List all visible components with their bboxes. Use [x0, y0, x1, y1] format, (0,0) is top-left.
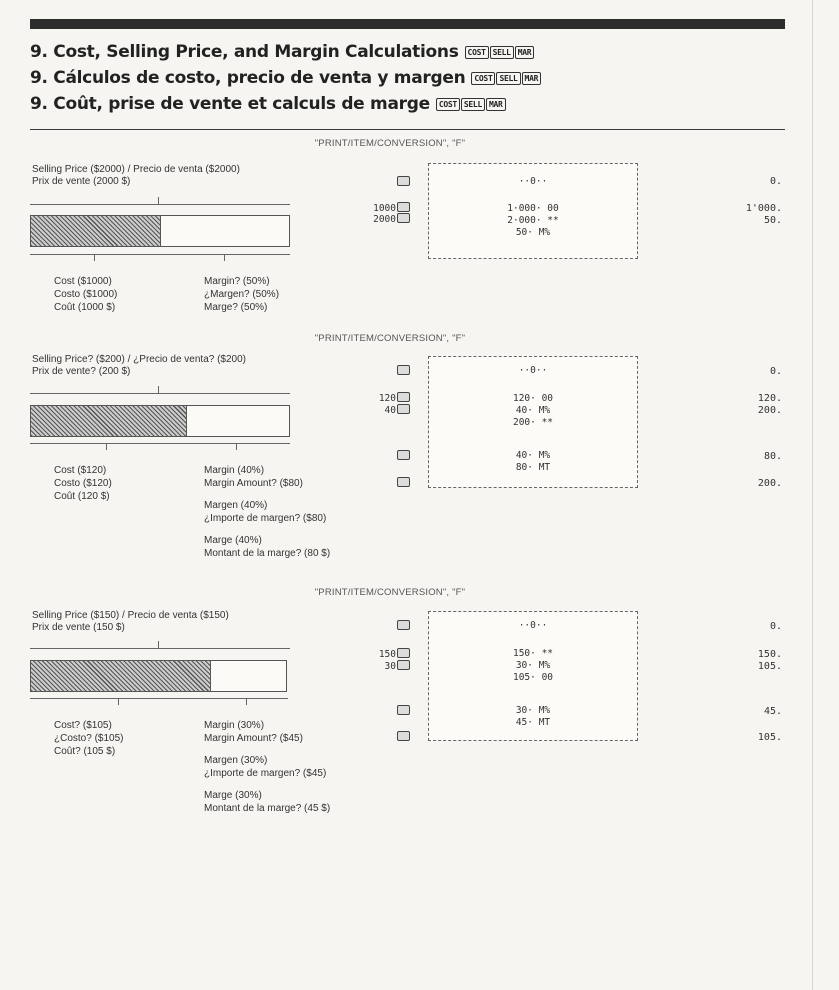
- cost-bracket: [30, 254, 290, 255]
- cost-label: Costo ($1000): [54, 289, 118, 300]
- tape-line: ··0··: [518, 365, 548, 376]
- display-value: 200.: [757, 405, 782, 416]
- display-value: 0.: [769, 366, 782, 377]
- example-title: Selling Price? ($200) / ¿Precio de venta? ($200): [32, 354, 247, 365]
- cost-bracket: [30, 698, 288, 699]
- cost-key-icon: [397, 202, 410, 212]
- display-value: 105.: [757, 661, 782, 672]
- margin-label: Marge (30%): [204, 790, 262, 801]
- price-bar: [30, 215, 290, 247]
- mar-key-icon: [397, 450, 410, 460]
- cost-tick: [118, 698, 119, 705]
- tape-line: ··0··: [518, 176, 548, 187]
- margin-label: Margin (30%): [204, 720, 265, 731]
- heading-key-icons: COST SELL MAR: [436, 92, 507, 112]
- key-entry: [320, 705, 410, 717]
- mode-label: "PRINT/ITEM/CONVERSION", "F": [314, 138, 466, 149]
- margin-label: Marge (40%): [204, 535, 262, 546]
- mode-label: "PRINT/ITEM/CONVERSION", "F": [314, 333, 466, 344]
- tape-line: 45· MT: [515, 717, 551, 728]
- cost-label: Coût (120 $): [54, 491, 110, 502]
- display-value: 0.: [769, 176, 782, 187]
- margin-tick: [224, 254, 225, 261]
- key-entry: 150: [320, 648, 410, 660]
- tape-line: 2·000· **: [507, 215, 559, 226]
- cost-label: Cost ($120): [54, 465, 107, 476]
- display-value: 120.: [757, 393, 782, 404]
- display-value: 45.: [763, 706, 782, 717]
- sell-key-icon: [397, 477, 410, 487]
- clear-key-icon: [397, 620, 410, 630]
- example-title: Selling Price ($2000) / Precio de venta ($2000): [32, 164, 240, 175]
- cost-fill: [31, 406, 187, 436]
- margin-label: Margin? (50%): [204, 276, 270, 287]
- key-clear: [320, 365, 410, 377]
- margin-label: Margin Amount? ($80): [204, 478, 303, 489]
- margin-label: Montant de la marge? (45 $): [204, 803, 331, 814]
- margin-tick: [246, 698, 247, 705]
- cost-tick: [106, 443, 107, 450]
- margin-label: Margin (40%): [204, 465, 265, 476]
- heading-key-icons: COST SELL MAR: [471, 66, 542, 86]
- key-entry: 30: [320, 660, 410, 672]
- tape-line: 80· MT: [515, 462, 551, 473]
- cost-label: Cost ($1000): [54, 276, 112, 287]
- cost-label: Coût? (105 $): [54, 746, 116, 757]
- price-bar: [30, 405, 290, 437]
- tape-line: 150· **: [512, 648, 554, 659]
- scan-edge: [812, 0, 813, 990]
- heading-spanish: 9. Cálculos de costo, precio de venta y margen COST SELL MAR: [30, 66, 542, 88]
- key-entry: [320, 450, 410, 462]
- example-title-fr: Prix de vente (2000 $): [32, 176, 131, 187]
- heading-english: 9. Cost, Selling Price, and Margin Calculations COST SELL MAR: [30, 40, 535, 62]
- price-bar: [30, 660, 287, 692]
- tape-line: 40· M%: [515, 450, 551, 461]
- key-entry: 120: [320, 392, 410, 404]
- heading-divider: [30, 129, 785, 130]
- clear-key-icon: [397, 176, 410, 186]
- heading-key-icons: COST SELL MAR: [465, 40, 536, 60]
- sell-key-icon: [397, 648, 410, 658]
- cost-label: Cost? ($105): [54, 720, 112, 731]
- tape-line: 30· M%: [515, 705, 551, 716]
- heading-french: 9. Coût, prise de vente et calculs de marge COST SELL MAR: [30, 92, 507, 114]
- price-bracket: [30, 393, 290, 394]
- mar-key-icon: [397, 705, 410, 715]
- cost-bracket: [30, 443, 290, 444]
- tape-line: 50· M%: [515, 227, 551, 238]
- display-value: 150.: [757, 649, 782, 660]
- display-value: 105.: [757, 732, 782, 743]
- key-entry: [320, 477, 410, 489]
- tape-line: 200· **: [512, 417, 554, 428]
- cost-tick: [94, 254, 95, 261]
- margin-label: Margen (40%): [204, 500, 268, 511]
- cost-fill: [31, 661, 211, 691]
- mar-key-icon: [397, 404, 410, 414]
- tape-line: 40· M%: [515, 405, 551, 416]
- mode-label: "PRINT/ITEM/CONVERSION", "F": [314, 587, 466, 598]
- key-clear: [320, 176, 410, 188]
- display-value: 0.: [769, 621, 782, 632]
- key-entry: 40: [320, 404, 410, 416]
- example-title: Selling Price ($150) / Precio de venta ($150): [32, 610, 229, 621]
- clear-key-icon: [397, 365, 410, 375]
- display-value: 50.: [763, 215, 782, 226]
- display-value: 200.: [757, 478, 782, 489]
- cost-fill: [31, 216, 161, 246]
- printer-tape: [428, 611, 638, 741]
- mar-key-icon: [397, 660, 410, 670]
- key-entry: 2000: [320, 213, 410, 225]
- tape-line: 105· 00: [512, 672, 554, 683]
- margin-label: Marge? (50%): [204, 302, 268, 313]
- example-title-fr: Prix de vente? (200 $): [32, 366, 131, 377]
- margin-label: Montant de la marge? (80 $): [204, 548, 331, 559]
- margin-tick: [236, 443, 237, 450]
- cost-label: Coût (1000 $): [54, 302, 116, 313]
- cost-label: ¿Costo? ($105): [54, 733, 124, 744]
- margin-label: Margen (30%): [204, 755, 268, 766]
- printer-tape: [428, 163, 638, 259]
- margin-label: ¿Margen? (50%): [204, 289, 280, 300]
- price-bracket: [30, 648, 290, 649]
- display-value: 1'000.: [745, 203, 782, 214]
- margin-label: ¿Importe de margen? ($45): [204, 768, 327, 779]
- display-value: 80.: [763, 451, 782, 462]
- tape-line: 120· 00: [512, 393, 554, 404]
- tape-line: ··0··: [518, 620, 548, 631]
- key-entry: 1000: [320, 202, 410, 214]
- key-entry: [320, 731, 410, 743]
- margin-label: Margin Amount? ($45): [204, 733, 303, 744]
- printer-tape: [428, 356, 638, 488]
- sell-key-icon: [397, 213, 410, 223]
- price-bracket: [30, 204, 290, 205]
- cost-key-icon: [397, 731, 410, 741]
- cost-key-icon: [397, 392, 410, 402]
- cost-label: Costo ($120): [54, 478, 112, 489]
- margin-label: ¿Importe de margen? ($80): [204, 513, 327, 524]
- example-title-fr: Prix de vente (150 $): [32, 622, 125, 633]
- top-rule-bar: [30, 19, 785, 29]
- tape-line: 1·000· 00: [507, 203, 559, 214]
- key-clear: [320, 620, 410, 632]
- tape-line: 30· M%: [515, 660, 551, 671]
